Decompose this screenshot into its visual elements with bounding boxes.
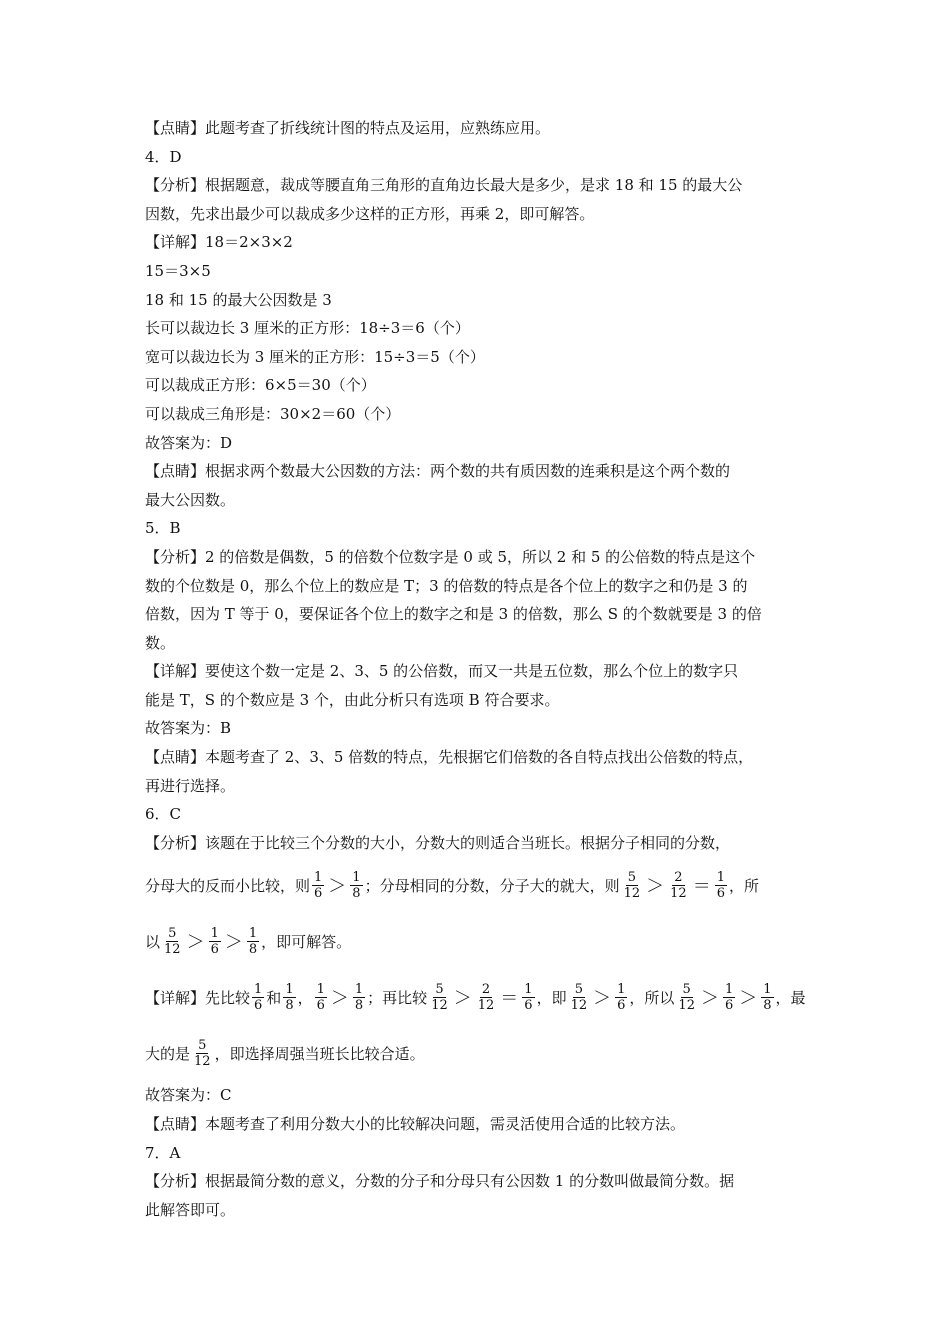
q4-heading: 4．D: [145, 147, 182, 166]
fraction-1-8: $\frac{1}{8}$: [354, 981, 364, 1013]
q4-detail-6: 可以裁成正方形：6×5＝30（个）: [145, 376, 376, 395]
fraction-1-6: $\frac{1}{6}$: [254, 981, 263, 1013]
q5-heading: 5．B: [145, 519, 181, 538]
text-run: ，即: [536, 988, 567, 1007]
gt-sign: ＞: [593, 988, 612, 1010]
fraction-5-12: $\frac{5}{12}$: [678, 981, 695, 1013]
q4-detail-2: 15＝3×5: [145, 261, 211, 280]
gt-sign: ＞: [646, 876, 665, 898]
text-run: 【详解】先比较: [145, 988, 251, 1007]
q7-heading: 7．A: [145, 1143, 181, 1162]
q3-dianjing: 【点睛】此题考查了折线统计图的特点及运用，应熟练应用。: [145, 119, 551, 137]
fraction-1-8: $\frac{1}{8}$: [285, 981, 294, 1013]
text-run: ，最: [775, 988, 806, 1007]
q4-analysis-1: 【分析】根据题意，裁成等腰直角三角形的直角边长最大是多少，是求 18 和 15 的最大公: [145, 176, 743, 195]
fraction-1-6: $\frac{1}{6}$: [524, 981, 533, 1013]
q6-detail-2: [145, 1025, 810, 1081]
text-run: 大的是: [145, 1044, 191, 1063]
fraction-1-8: $\frac{1}{8}$: [248, 925, 258, 957]
text-run: ，即选择周强当班长比较合适。: [214, 1044, 425, 1063]
q6-answer: 故答案为：C: [145, 1086, 232, 1105]
text-run: ，所以: [629, 988, 675, 1007]
gt-sign: ＞: [700, 988, 719, 1010]
text-run: ，所: [728, 876, 759, 895]
q5-analysis-4: 数。: [145, 633, 176, 652]
fraction-5-12: $\frac{5}{12}$: [623, 869, 641, 901]
text-run: ；再比较: [367, 988, 428, 1007]
q5-detail-1: 【详解】要使这个数一定是 2、3、5 的公倍数，而又一共是五位数，那么个位上的数字只: [145, 662, 739, 681]
text-run: ，: [297, 988, 313, 1007]
fraction-1-8: $\frac{1}{8}$: [763, 981, 772, 1013]
q6-detail-1: [145, 969, 810, 1025]
eq-sign: ＝: [692, 876, 711, 898]
q5-dianjing-2: 再进行选择。: [145, 776, 236, 795]
q4-detail-7: 可以裁成三角形是：30×2＝60（个）: [145, 404, 401, 423]
q6-analysis-2: [145, 857, 810, 913]
q4-dianjing-1: 【点睛】根据求两个数最大公因数的方法：两个数的共有质因数的连乘积是这个两个数的: [145, 462, 731, 481]
fraction-1-6: $\frac{1}{6}$: [724, 981, 734, 1013]
fraction-1-8: $\frac{1}{8}$: [352, 869, 361, 901]
fraction-2-12: $\frac{2}{12}$: [670, 869, 687, 901]
q4-detail-3: 18 和 15 的最大公因数是 3: [145, 290, 332, 309]
fraction-1-6: $\frac{1}{6}$: [617, 981, 626, 1013]
q7-analysis-2: 此解答即可。: [145, 1200, 236, 1219]
fraction-5-12: $\frac{5}{12}$: [164, 925, 181, 957]
q6-analysis-3: [145, 913, 810, 969]
fraction-5-12: $\frac{5}{12}$: [431, 981, 448, 1013]
q4-detail-1: 【详解】18＝2×3×2: [145, 233, 293, 252]
gt-sign: ＞: [453, 988, 472, 1010]
eq-sign: ＝: [500, 988, 519, 1010]
fraction-5-12: $\frac{5}{12}$: [194, 1037, 211, 1069]
fraction-1-6: $\frac{1}{6}$: [210, 925, 219, 957]
gt-sign: ＞: [224, 932, 243, 954]
q5-detail-2: 能是 T，S 的个数应是 3 个，由此分析只有选项 B 符合要求。: [145, 690, 560, 709]
gt-sign: ＞: [739, 988, 758, 1010]
text-run: ；分母相同的分数，分子大的就大，则: [364, 876, 620, 895]
text-run: 和: [266, 988, 282, 1007]
q6-analysis-1: 【分析】该题在于比较三个分数的大小，分数大的则适合当班长。根据分子相同的分数，: [145, 833, 731, 852]
q5-analysis-3: 倍数，因为 T 等于 0，要保证各个位上的数字之和是 3 的倍数，那么 S 的个数就要是 3 的倍: [145, 605, 762, 624]
q4-answer: 故答案为：D: [145, 433, 233, 452]
document-page: [145, 114, 810, 1224]
q6-dianjing: 【点睛】本题考查了利用分数大小的比较解决问题，需灵活使用合适的比较方法。: [145, 1115, 686, 1134]
q5-analysis-2: 数的个位数是 0，那么个位上的数应是 T；3 的倍数的特点是各个位上的数字之和仍是 3 的: [145, 576, 748, 595]
fraction-2-12: $\frac{2}{12}$: [477, 981, 495, 1013]
text-run: ，即可解答。: [261, 932, 352, 951]
text-run: 以: [145, 932, 161, 951]
fraction-1-6: $\frac{1}{6}$: [316, 981, 325, 1013]
q6-heading: 6．C: [145, 805, 182, 824]
text-run: 分母大的反而小比较，则: [145, 876, 311, 895]
q5-answer: 故答案为：B: [145, 719, 232, 738]
q5-dianjing-1: 【点睛】本题考查了 2、3、5 倍数的特点，先根据它们倍数的各自特点找出公倍数的特点，: [145, 748, 754, 767]
fraction-1-6: $\frac{1}{6}$: [314, 869, 323, 901]
q7-analysis-1: 【分析】根据最简分数的意义，分数的分子和分母只有公因数 1 的分数叫做最简分数。据: [145, 1172, 735, 1191]
q4-detail-4: 长可以裁边长 3 厘米的正方形：18÷3＝6（个）: [145, 319, 470, 338]
q4-analysis-2: 因数，先求出最少可以裁成多少这样的正方形，再乘 2，即可解答。: [145, 204, 595, 223]
q5-analysis-1: 【分析】2 的倍数是偶数，5 的倍数个位数字是 0 或 5，所以 2 和 5 的公倍数的特点是这个: [145, 547, 756, 566]
q4-detail-5: 宽可以裁边长为 3 厘米的正方形：15÷3＝5（个）: [145, 347, 485, 366]
gt-sign: ＞: [186, 932, 205, 954]
gt-sign: ＞: [328, 876, 347, 898]
fraction-5-12: $\frac{5}{12}$: [570, 981, 588, 1013]
fraction-1-6: $\frac{1}{6}$: [716, 869, 725, 901]
q4-dianjing-2: 最大公因数。: [145, 490, 236, 509]
gt-sign: ＞: [330, 988, 349, 1010]
